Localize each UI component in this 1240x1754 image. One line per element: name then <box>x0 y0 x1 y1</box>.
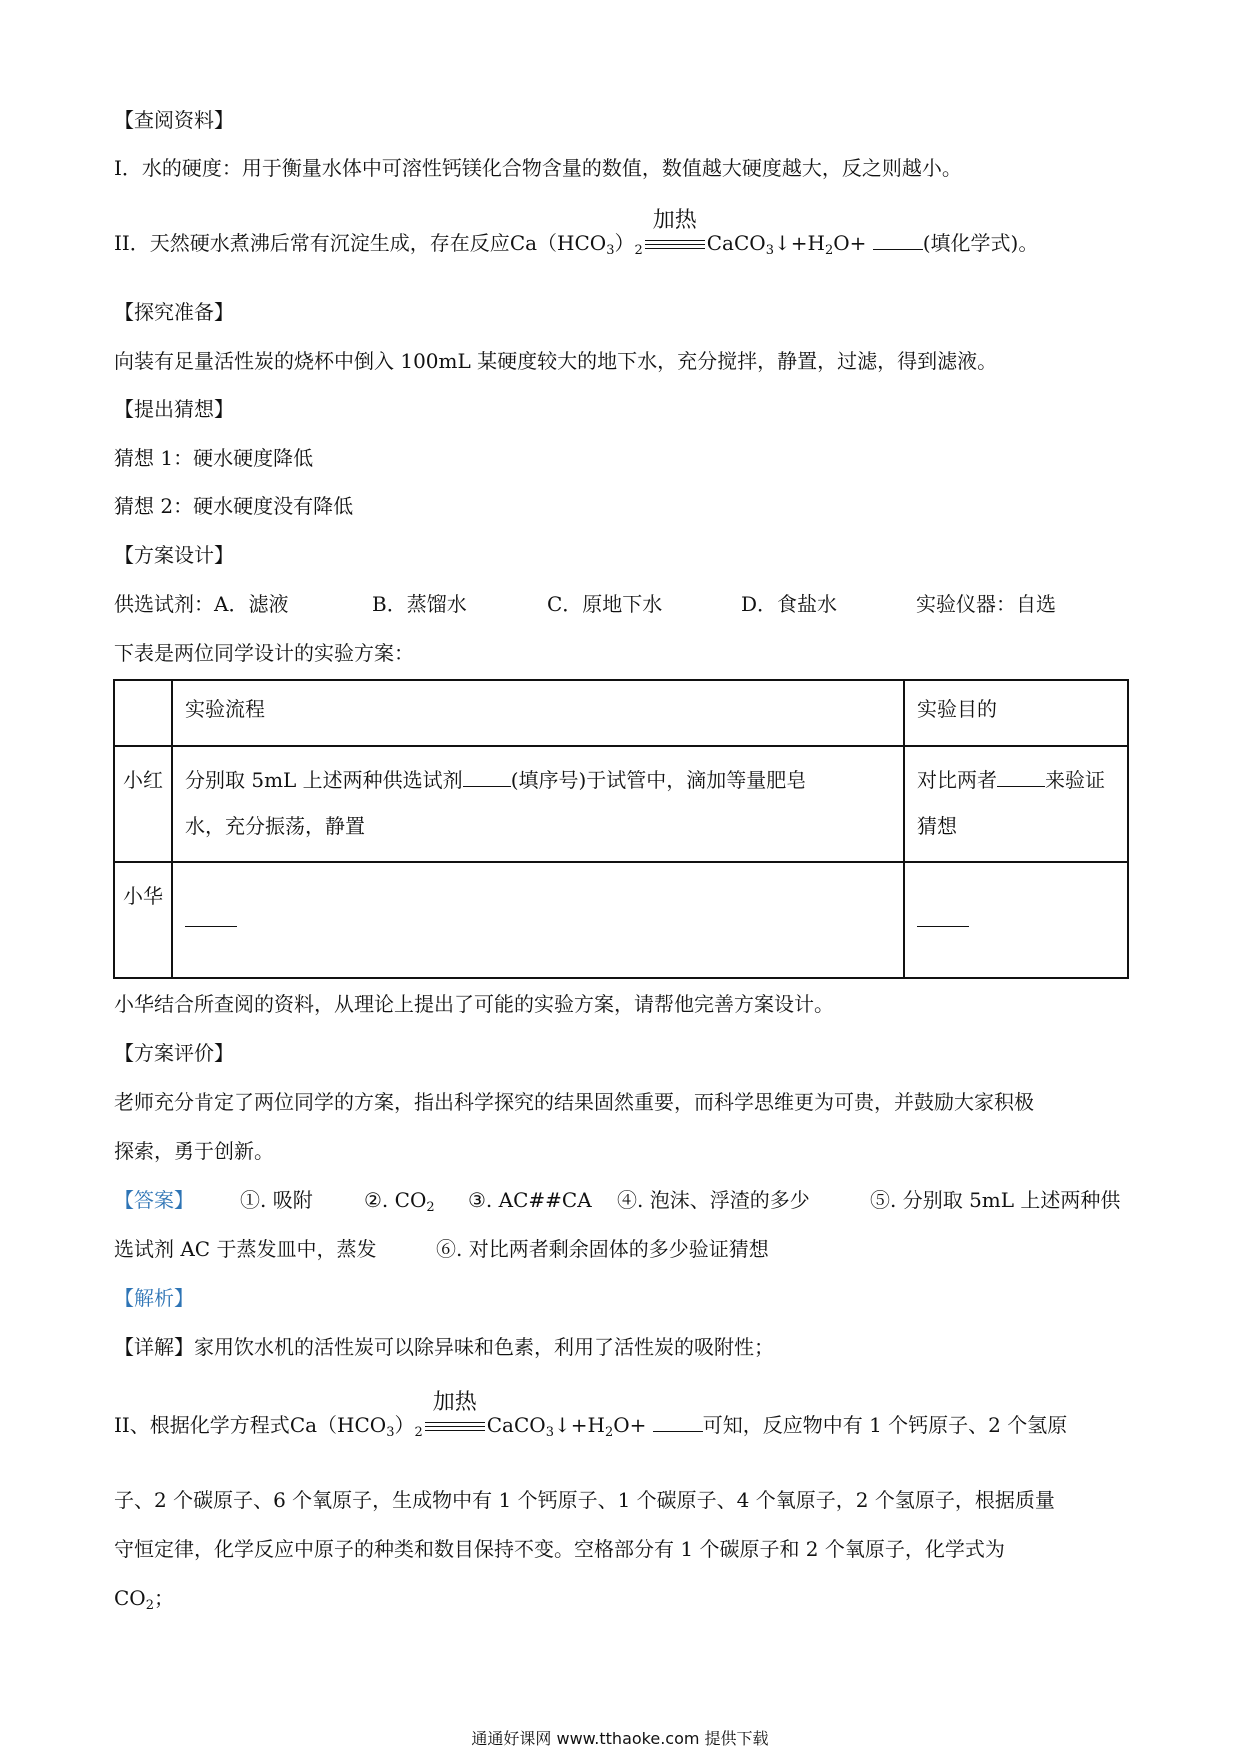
detail-line-4: $CO_2$； <box>114 1586 174 1613</box>
table-corner-cell <box>114 680 172 746</box>
eval-line-2: 探索，勇于创新。 <box>114 1139 274 1163</box>
answer-blank <box>653 1411 703 1432</box>
detail-ii-equation-line: II、根据化学方程式$Ca(HCO_3)_2$ 加热 $CaCO_3↓+H_2O+$ 可知，反应物中有 1 个钙原子、2 个氢原 <box>114 1389 1068 1440</box>
answer-blank <box>463 766 511 787</box>
row2-who: 小华 <box>114 862 172 978</box>
prepare-text: 向装有足量活性炭的烧杯中倒入 100mL 某硬度较大的地下水，充分搅拌，静置，过滤，得到滤液。 <box>114 349 998 373</box>
row2-purpose <box>904 862 1128 978</box>
answer-blank <box>917 906 969 927</box>
answer-label: 【答案】 <box>114 1188 194 1212</box>
row2-process <box>172 862 904 978</box>
reaction-condition-arrow: 加热 <box>643 231 707 259</box>
item-ii-equation-line: II．天然硬水煮沸后常有沉淀生成，存在反应$Ca(HCO_3)_2$ 加热 $CaCO_3↓+H_2O+$ (填化学式)。 <box>114 207 1039 258</box>
answer-blank <box>997 766 1045 787</box>
answer-blank <box>873 229 923 250</box>
page-footer: 通通好课网 www.tthaoke.com 提供下载 <box>471 1729 769 1748</box>
section-eval-heading: 【方案评价】 <box>114 1041 234 1065</box>
detail-line-2: 子、2 个碳原子、6 个氧原子，生成物中有 1 个钙原子、1 个碳原子、4 个氧原子，2 个氢原子，根据质量 <box>114 1488 1055 1512</box>
reagent-list: 供选试剂：A．滤液 B．蒸馏水 C．原地下水 D．食盐水 实验仪器：自选 <box>114 592 1056 616</box>
eval-line-1: 老师充分肯定了两位同学的方案，指出科学探究的结果固然重要，而科学思维更为可贵，并鼓励大家积极 <box>114 1090 1034 1114</box>
reaction-condition-arrow: 加热 <box>423 1413 487 1441</box>
header-process: 实验流程 <box>172 680 904 746</box>
table-intro: 下表是两位同学设计的实验方案： <box>114 641 414 665</box>
plan-table <box>113 679 1129 979</box>
answer-line-1: 【答案】 ①. 吸附 ②. $CO_2$ ③. AC##CA ④. 泡沫、浮渣的多少 ⑤. 分别取 5mL 上述两种供 <box>114 1188 1121 1215</box>
guess-2: 猜想 2：硬水硬度没有降低 <box>114 494 354 518</box>
detail-line-1: 【详解】家用饮水机的活性炭可以除异味和色素，利用了活性炭的吸附性； <box>114 1335 774 1359</box>
answer-line-2: 选试剂 AC 于蒸发皿中，蒸发 ⑥. 对比两者剩余固体的多少验证猜想 <box>114 1237 769 1261</box>
table-row-xiaohong <box>114 746 1128 862</box>
header-purpose: 实验目的 <box>904 680 1128 746</box>
after-table-text: 小华结合所查阅的资料，从理论上提出了可能的实验方案，请帮他完善方案设计。 <box>114 992 834 1016</box>
guess-1: 猜想 1：硬水硬度降低 <box>114 446 314 470</box>
section-design-heading: 【方案设计】 <box>114 543 234 567</box>
detail-line-3: 守恒定律，化学反应中原子的种类和数目保持不变。空格部分有 1 个碳原子和 2 个氧原子，化学式为 <box>114 1537 1005 1561</box>
row1-process: 分别取 5mL 上述两种供选试剂 (填序号)于试管中，滴加等量肥皂 水，充分振荡，静置 <box>172 746 904 862</box>
analysis-label: 【解析】 <box>114 1286 194 1310</box>
item-i-text: I．水的硬度：用于衡量水体中可溶性钙镁化合物含量的数值，数值越大硬度越大，反之则越小。 <box>114 156 962 180</box>
answer-blank <box>185 906 237 927</box>
section-guess-heading: 【提出猜想】 <box>114 397 234 421</box>
row1-purpose: 对比两者 来验证 猜想 <box>904 746 1128 862</box>
section-lookup-heading: 【查阅资料】 <box>114 108 234 132</box>
table-row-xiaohua <box>114 862 1128 978</box>
section-prepare-heading: 【探究准备】 <box>114 300 234 324</box>
table-header-row <box>114 680 1128 746</box>
row1-who: 小红 <box>114 746 172 862</box>
